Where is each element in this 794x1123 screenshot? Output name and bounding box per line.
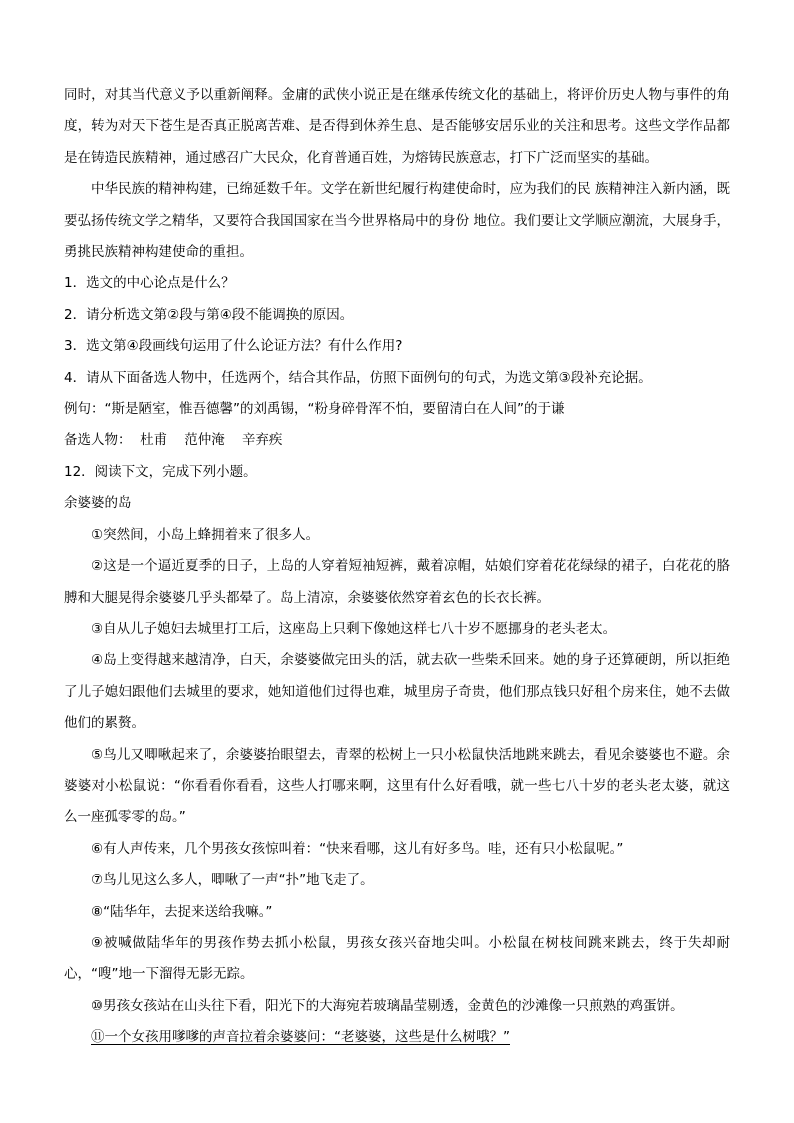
story-paragraph-8: ⑧“陆华年，去捉来送给我嘛。” [91, 903, 273, 920]
story-paragraph-7: ⑦鸟儿见这么多人，唧啾了一声“扑”地飞走了。 [91, 872, 374, 889]
question-4: 4．请从下面备选人物中，任选两个，结合其作品，仿照下面例句的句式，为选文第③段补充论据。 [64, 369, 652, 386]
question-1: 1．选文的中心论点是什么？ [64, 275, 235, 292]
story-paragraph-1: ①突然间，小岛上蜂拥着来了很多人。 [91, 526, 320, 543]
document-content [64, 80, 730, 1054]
candidate-list: 备选人物： 杜甫 范仲淹 辛弃疾 [64, 432, 283, 449]
story-paragraph-5: ⑤鸟儿又唧啾起来了，余婆婆抬眼望去，青翠的松树上一只小松鼠快活地跳来跳去，看见余婆婆也不避。余婆婆对小松鼠说：“你看看你看看，这些人打哪来啊，这里有什么好看哦，就一些七八十岁的老头老太婆，就这么一座孤零零的岛。” [64, 746, 730, 826]
story-paragraph-4: ④岛上变得越来越清净，白天，余婆婆做完田头的活，就去砍一些柴禾回来。她的身子还算硬朗，所以拒绝了儿子媳妇跟他们去城里的要求，她知道他们过得也难，城里房子奇贵，他们那点钱只好租个房来住，她不去做他们的累赘。 [64, 652, 730, 732]
question-2: 2．请分析选文第②段与第④段不能调换的原因。 [64, 306, 354, 323]
story-paragraph-9: ⑨被喊做陆华年的男孩作势去抓小松鼠，男孩女孩兴奋地尖叫。小松鼠在树枝间跳来跳去，终于失却耐心，“嗖”地一下溜得无影无踪。 [64, 934, 730, 983]
question-3: 3．选文第④段画线句运用了什么论证方法？有什么作用? [64, 338, 403, 355]
example-sentence: 例句：“斯是陋室，惟吾德馨”的刘禹锡，“粉身碎骨浑不怕，要留清白在人间”的于谦 [64, 401, 565, 418]
story-paragraph-10: ⑩男孩女孩站在山头往下看，阳光下的大海宛若玻璃晶莹剔透，金黄色的沙滩像一只煎熟的鸡蛋饼。 [91, 997, 684, 1014]
story-title: 余婆婆的岛 [64, 495, 132, 512]
question-12-instruction: 12．阅读下文，完成下列小题。 [64, 463, 257, 480]
essay-paragraph-conclusion: 中华民族的精神构建，已绵延数千年。文学在新世纪履行构建使命时，应为我们的民 族精神注入新内涵，既要弘扬传统文学之精华，又要符合我国国家在当今世界格局中的身份 地位。我们要让文学顺应潮流，大展身手，勇挑民族精神构建使命的重担。 [64, 181, 730, 261]
story-paragraph-6: ⑥有人声传来，几个男孩女孩惊叫着：“快来看哪，这儿有好多鸟。哇，还有只小松鼠呢。” [91, 840, 624, 857]
essay-paragraph-continued: 同时，对其当代意义予以重新阐释。金庸的武侠小说正是在继承传统文化的基础上，将评价历史人物与事件的角度，转为对天下苍生是否真正脱离苦难、是否得到休养生息、是否能够安居乐业的关注和思考。这些文学作品都是在铸造民族精神，通过感召广大民众，化育普通百姓，为熔铸民族意志，打下广泛而坚实的基础。 [64, 87, 730, 166]
story-paragraph-2: ②这是一个逼近夏季的日子，上岛的人穿着短袖短裤，戴着凉帽，姑娘们穿着花花绿绿的裙子，白花花的胳膊和大腿晃得余婆婆几乎头都晕了。岛上清凉，余婆婆依然穿着玄色的长衣长裤。 [64, 558, 730, 606]
story-paragraph-3: ③自从儿子媳妇去城里打工后，这座岛上只剩下像她这样七八十岁不愿挪身的老头老太。 [91, 620, 617, 637]
story-paragraph-11 [64, 1022, 730, 1053]
underlined-sentence: ⑪一个女孩用嗲嗲的声音拉着余婆婆问：“老婆婆，这些是什么树哦？” [91, 1029, 510, 1046]
